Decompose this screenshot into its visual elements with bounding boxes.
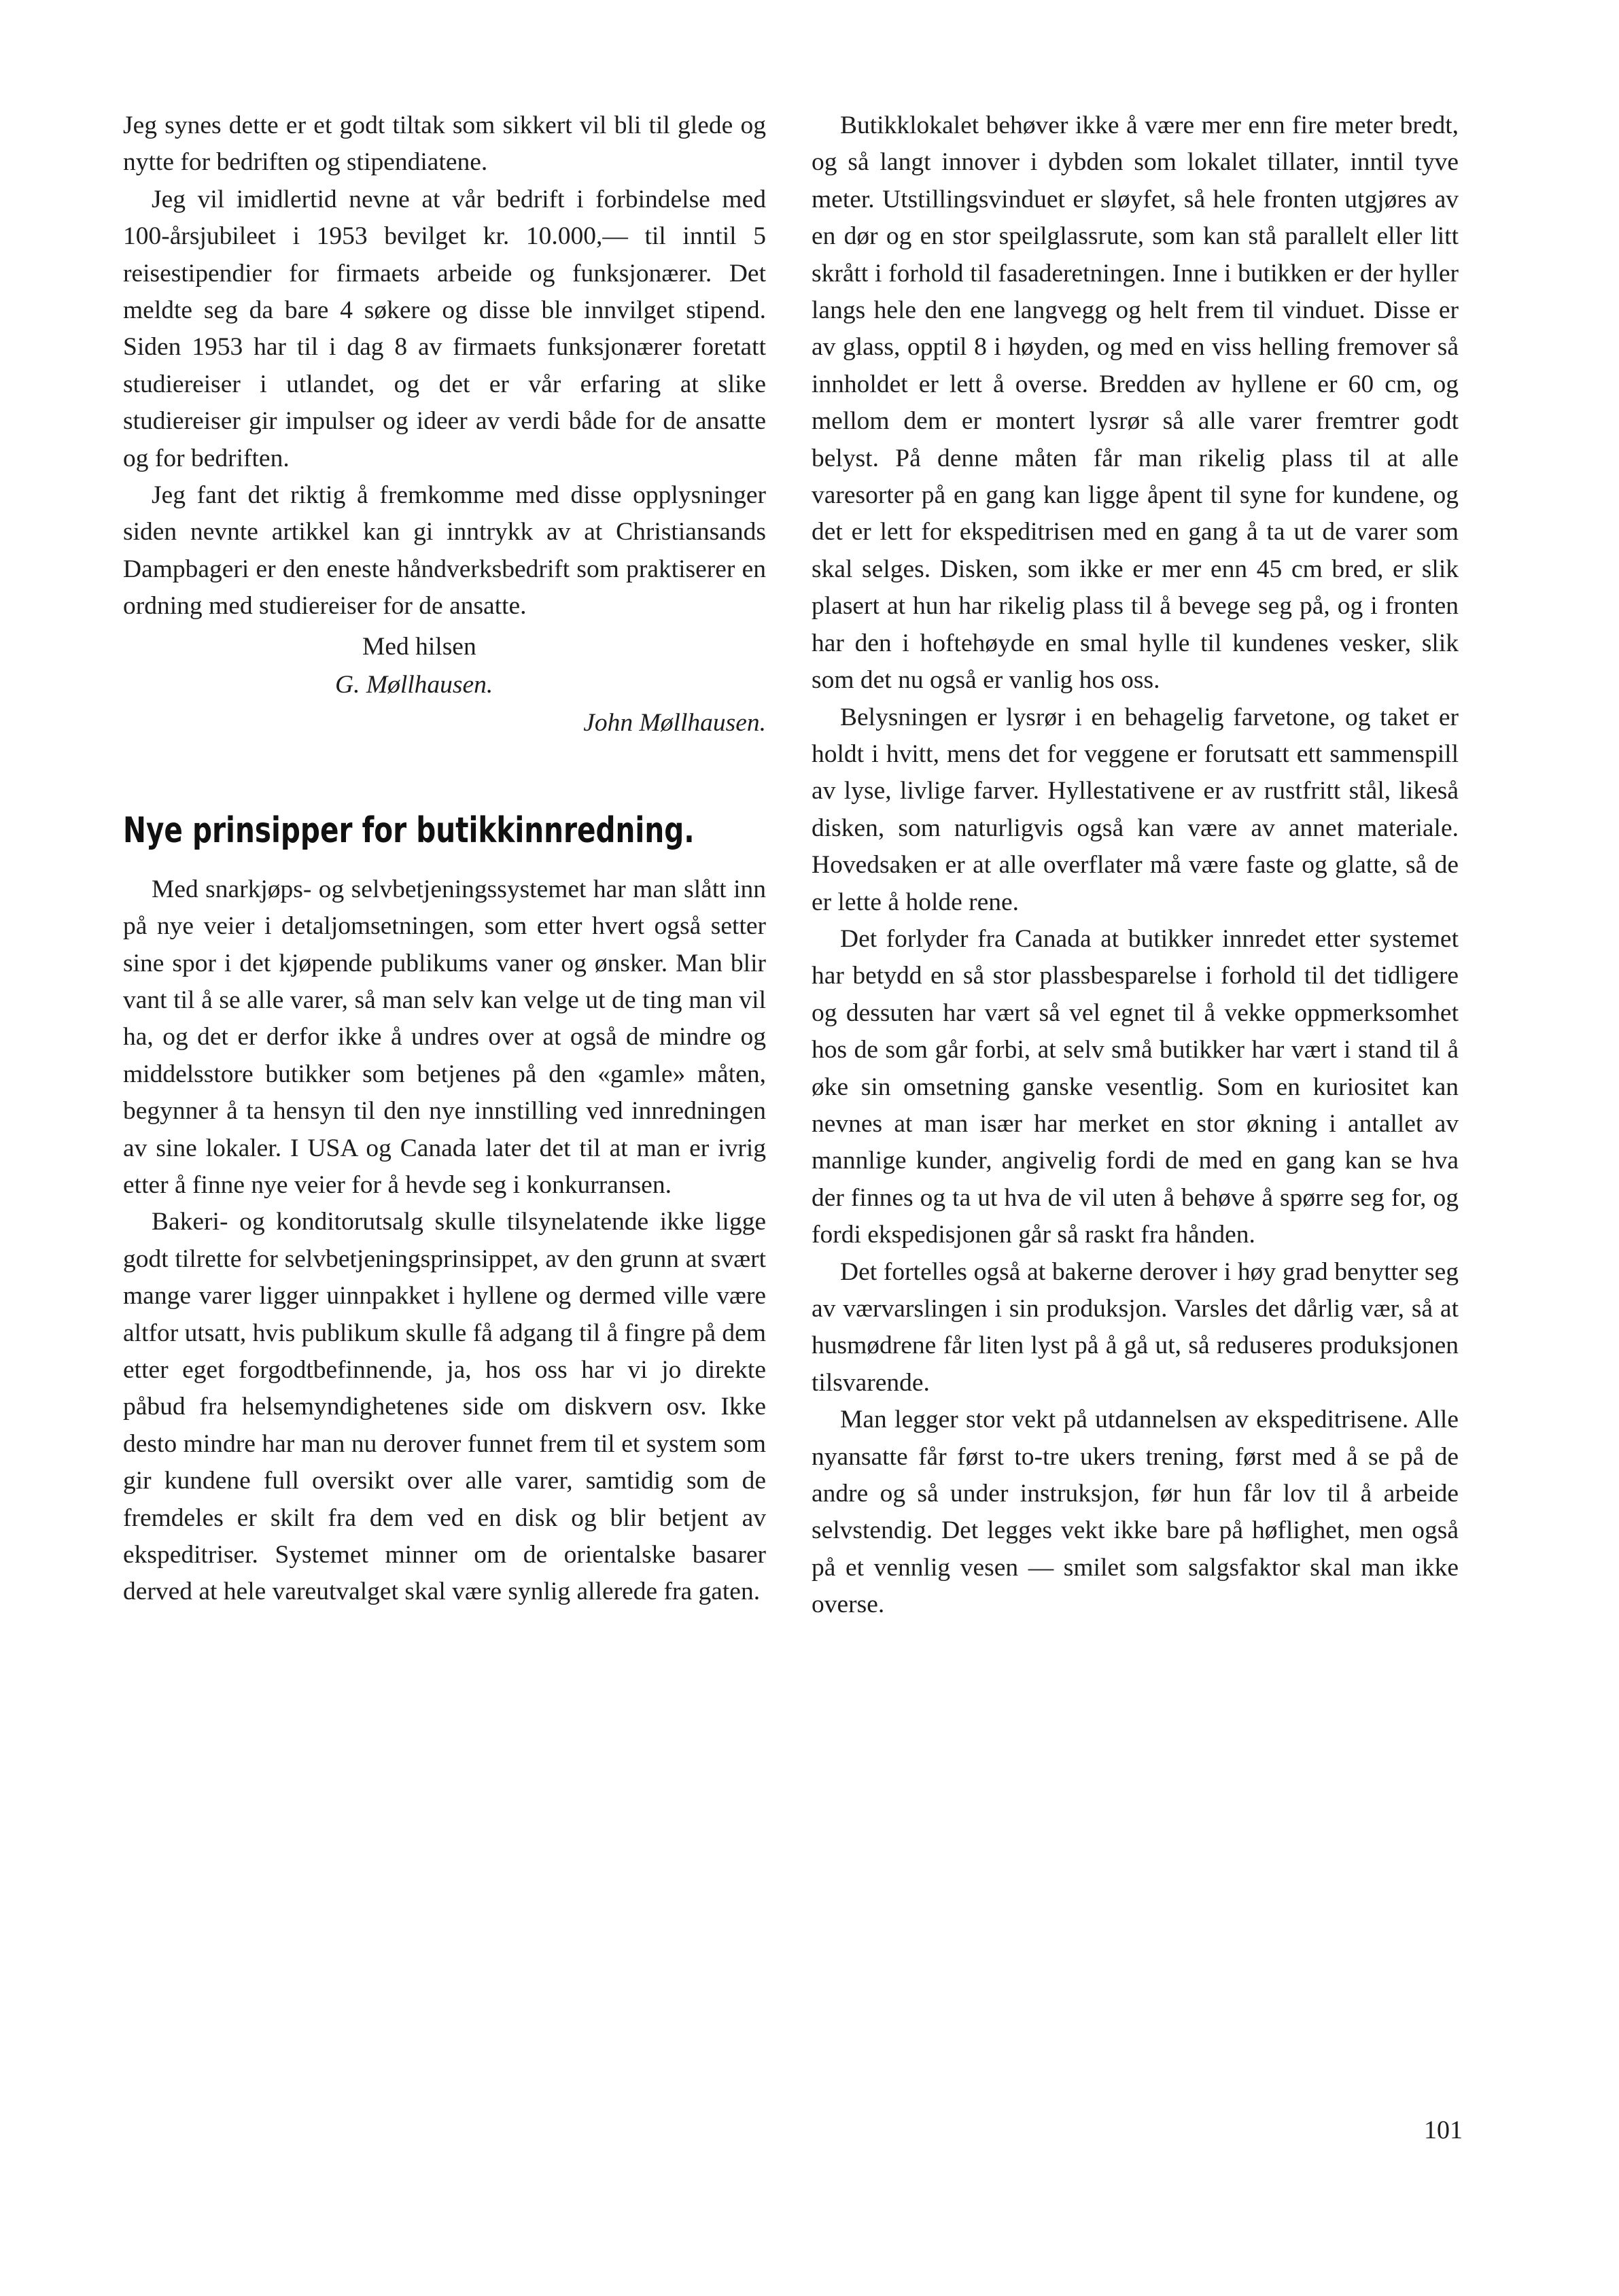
letter-paragraph: Jeg vil imidlertid nevne at vår bedrift i forbindelse med 100-årsjubileet i 1953 bevilget kr. 10.000,— til inntil 5 reisestipendier for firmaets arbeide og funksjonærer. Det meldte seg da bare 4 søkere og disse ble innvilget stipend. Siden 1953 har til i dag 8 av firmaets funksjonærer foretatt studiereiser i utlandet, og det er vår erfaring at slike studiereiser gir impulser og ideer av verdi både for de ansatte og for bedriften. <box>123 185 766 472</box>
article-heading: Nye prinsipper for butikkinnredning. <box>123 810 695 851</box>
article-paragraph: Det forlyder fra Canada at butikker innredet etter systemet har betydd en så stor plassbesparelse i forhold til det tidligere og dessuten har vært så vel egnet til å vekke oppmerksomhet hos de som går forbi, at selv små butikker har vært i stand til å øke sin omsetning ganske vesentlig. Som en kuriositet kan nevnes at man især har merket en stor økning i antallet av mannlige kunder, angivelig fordi de med en gang kan se hva der finnes og ta ut hva de vil uten å behøve å spørre seg for, og fordi ekspedisjonen går så raskt fra hånden. <box>812 924 1459 1249</box>
article-paragraph: Med snarkjøps- og selvbetjeningssystemet har man slått inn på nye veier i detaljomsetningen, som etter hvert også setter sine spor i det kjøpende publikums vaner og ønsker. Man blir vant til å se alle varer, så man selv kan velge ut de ting man vil ha, og det er derfor ikke å undres over at også de mindre og middelsstore butikker som betjenes på den «gamle» måten, begynner å ta hensyn til den nye innstilling ved innredningen av sine lokaler. I USA og Canada later det til at man er ivrig etter å finne nye veier for å hevde seg i konkurransen. <box>123 875 766 1199</box>
letter-signoff <box>123 628 766 742</box>
article-paragraph: Butikklokalet behøver ikke å være mer enn fire meter bredt, og så langt innover i dybden som lokalet tillater, inntil tyve meter. Utstillingsvinduet er sløyfet, så hele fronten utgjøres av en dør og en stor speilglassrute, som kan stå parallelt eller litt skrått i forhold til fasaderetningen. Inne i butikken er der hyller langs hele den ene langvegg og helt frem til vinduet. Disse er av glass, opptil 8 i høyden, og med en viss helling fremover så innholdet er lett å overse. Bredden av hyllene er 60 cm, og mellom dem er montert lysrør så alle varer fremtrer godt belyst. På denne måten får man rikelig plass til at alle varesorter på en gang kan ligge åpent til syne for kundene, og det er lett for ekspeditrisen med en gang å ta ut de varer som skal selges. Disken, som ikke er mer enn 45 cm bred, er slik plasert at hun har rikelig plass til å bevege seg på, og i fronten har den i hoftehøyde en smal hylle til kundenes vesker, slik som det nu også er vanlig hos oss. <box>812 111 1459 695</box>
letter-paragraph: Jeg fant det riktig å fremkomme med disse opplysninger siden nevnte artikkel kan gi inntrykk av at Christiansands Dampbageri er den eneste håndverksbedrift som praktiserer en ordning med studiereiser for de ansatte. <box>123 481 766 621</box>
page-number: 101 <box>1424 2116 1463 2144</box>
letter-paragraph: Jeg synes dette er et godt tiltak som sikkert vil bli til glede og nytte for bedriften og stipendiatene. <box>123 111 766 177</box>
right-column <box>812 107 1459 1624</box>
article-paragraph: Det fortelles også at bakerne derover i høy grad benytter seg av værvarslingen i sin produksjon. Varsles det dårlig vær, så at husmødrene får liten lyst på å gå ut, så reduseres produksjonen tilsvarende. <box>812 1257 1459 1397</box>
signoff-name-1: G. Møllhausen. <box>335 670 493 699</box>
signoff-name-2: John Møllhausen. <box>583 708 766 737</box>
signoff-greeting: Med hilsen <box>362 632 476 661</box>
article-paragraph: Belysningen er lysrør i en behagelig farvetone, og taket er holdt i hvitt, mens det for veggene er forutsatt ett sammenspill av lyse, livlige farver. Hyllestativene er av rustfritt stål, likeså disken, som naturligvis også kan være av annet materiale. Hovedsaken er at alle overflater må være faste og glatte, så de er lette å holde rene. <box>812 703 1459 916</box>
left-column <box>123 107 766 1611</box>
article-paragraph: Bakeri- og konditorutsalg skulle tilsynelatende ikke ligge godt tilrette for selvbetjeningsprinsippet, av den grunn at svært mange varer ligger uinnpakket i hyllene og dermed ville være altfor utsatt, hvis publikum skulle få adgang til å fingre på dem etter eget forgodtbefinnende, ja, hos oss har vi jo direkte påbud fra helsemyndighetenes side om diskvern osv. Ikke desto mindre har man nu derover funnet frem til et system som gir kundene full oversikt over alle varer, samtidig som de fremdeles er skilt fra dem ved en disk og blir betjent av ekspeditriser. Systemet minner om de orientalske basarer derved at hele vareutvalget skal være synlig allerede fra gaten. <box>123 1208 766 1606</box>
article-paragraph: Man legger stor vekt på utdannelsen av ekspeditrisene. Alle nyansatte får først to-tre ukers trening, først med å se på de andre og så under instruksjon, før hun får lov til å arbeide selvstendig. Det legges vekt ikke bare på høflighet, men også på et vennlig vesen — smilet som salgsfaktor skal man ikke overse. <box>812 1406 1459 1619</box>
